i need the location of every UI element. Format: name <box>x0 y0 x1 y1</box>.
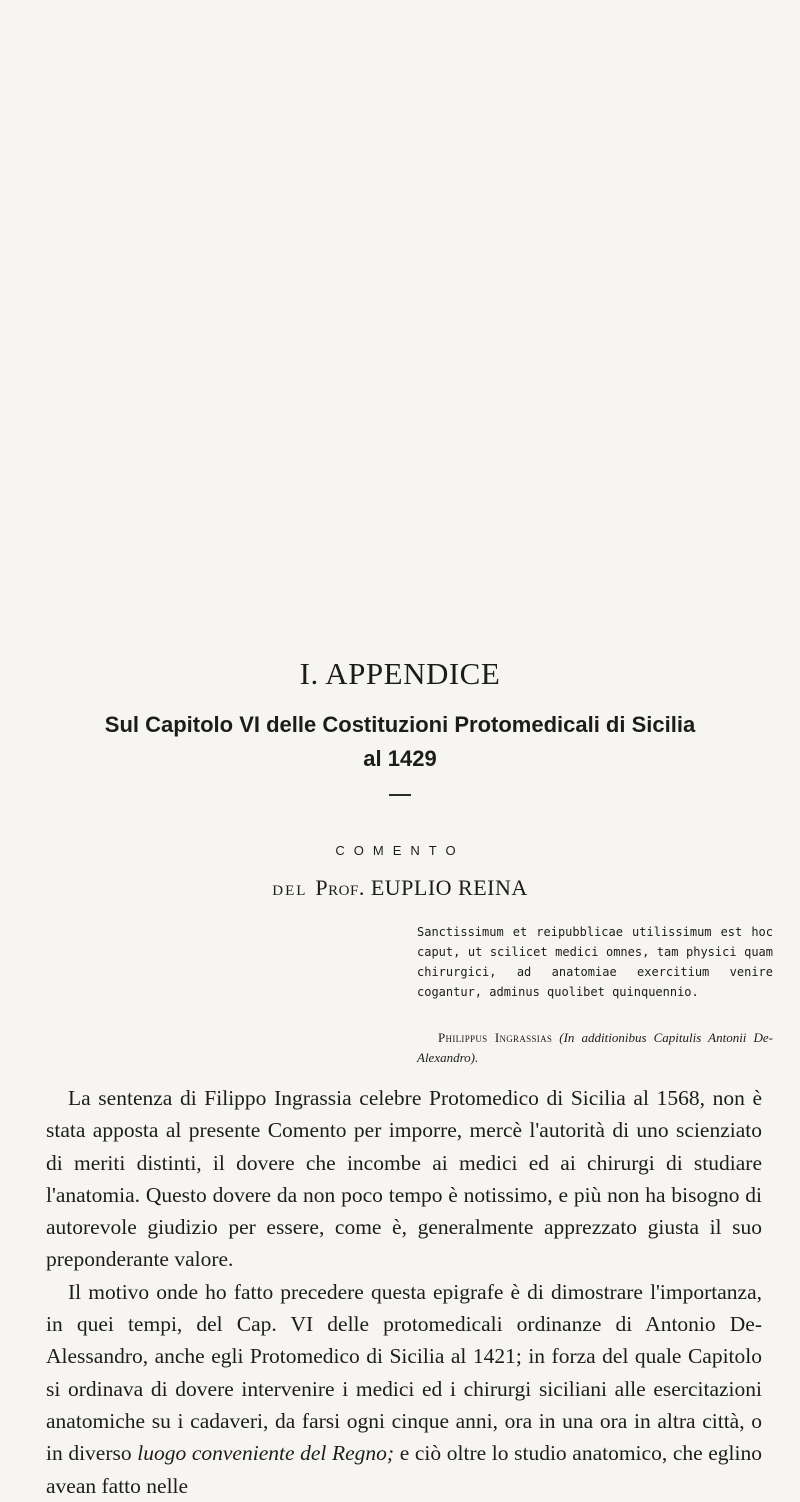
section-label: COMENTO <box>335 843 465 858</box>
paragraph-2-text: Il motivo onde ho fatto precedere questa epigrafe è di dimostrare l'importanza, in quei tempi, del Cap. VI delle protomedicali ordinanze di Antonio De-Alessandro, anche egli Protomedico di Sicilia al 1421; in forza del quale Capitolo si ordinava di dovere intervenire i medici ed i chirurgi siciliani alle esercitazioni anatomiche su i cadaveri, da farsi ogni cinque anni, ora in una ora in altra città, o in diverso <box>46 1279 762 1466</box>
body-text <box>46 1082 762 1502</box>
epigraph-attribution <box>417 1028 773 1068</box>
body-paragraph-2 <box>46 1276 762 1502</box>
author-title: Prof. <box>315 875 365 900</box>
body-paragraph-1: La sentenza di Filippo Ingrassia celebre Protomedico di Sicilia al 1568, non è stata apposta al presente Comento per imporre, mercè l'autorità di uno scienziato di meriti distinti, il dovere che incombe ai medici ed ai chirurgi di studiare l'anatomia. Questo dovere da non poco tempo è notissimo, e più non ha bisogno di autorevole giudizio per essere, come è, generalmente apprezzato giusta il suo preponderante valore. <box>46 1086 762 1272</box>
author-prefix: del <box>272 875 308 900</box>
appendix-title: I. APPENDICE <box>299 656 501 691</box>
paragraph-2-continuation: e ciò oltre lo studio anatomico, che eglino avean fatto nelle <box>46 1441 763 1498</box>
author-line <box>0 874 800 902</box>
subtitle-line-2: al 1429 <box>363 746 437 771</box>
epigraph-author: Philippus Ingrassias <box>438 1030 553 1045</box>
epigraph-source: (In additionibus Capitulis Antonii De-Alexandro). <box>417 1030 773 1065</box>
author-name: EUPLIO REINA <box>370 875 528 900</box>
subtitle-line-1: Sul Capitolo VI delle Costituzioni Protomedicali di Sicilia <box>104 712 696 737</box>
epigraph-text: Sanctissimum et reipubblicae utilissimum est hoc caput, ut scilicet medici omnes, tam physici quam chirurgici, ad anatomiae exercitium venire cogantur, adminus quolibet quinquennio. <box>417 925 773 999</box>
appendix-subtitle <box>0 708 800 776</box>
separator-dash <box>389 794 411 796</box>
paragraph-2-italic: luogo conveniente del Regno; <box>137 1441 395 1466</box>
